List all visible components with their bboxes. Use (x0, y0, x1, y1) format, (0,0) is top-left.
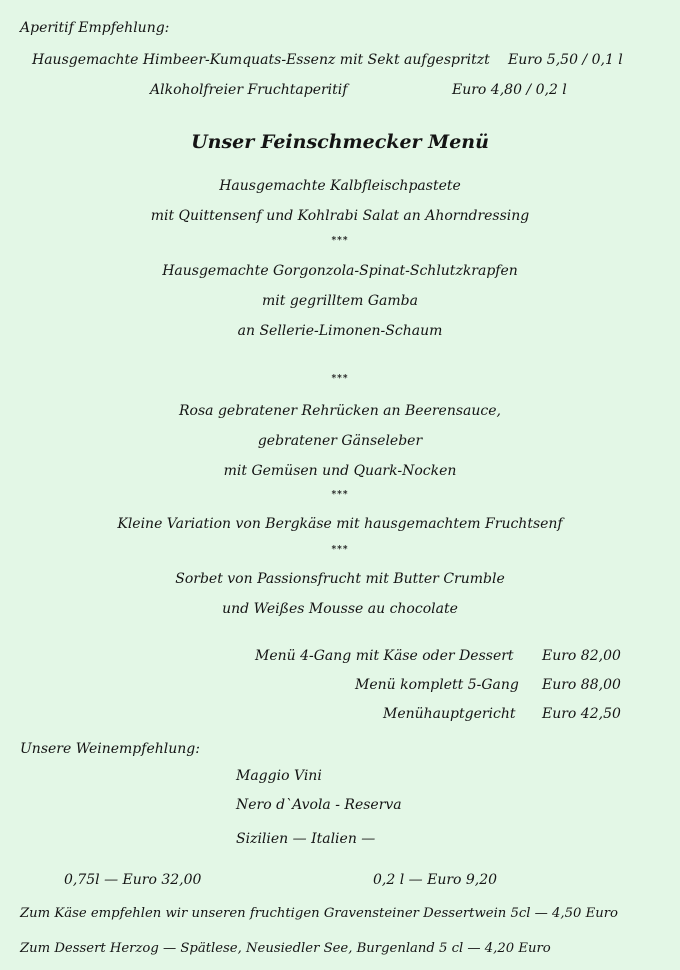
course-2-line-2: mit gegrilltem Gamba (262, 293, 418, 309)
wine-heading: Unsere Weinempfehlung: (20, 741, 200, 757)
wine-producer: Maggio Vini (236, 768, 322, 784)
wine-price-glass: 0,2 l — Euro 9,20 (373, 872, 498, 888)
course-separator: *** (331, 490, 349, 500)
course-1-line-1: Hausgemachte Kalbfleischpastete (219, 178, 461, 194)
menu-title: Unser Feinschmecker Menü (191, 131, 489, 153)
course-3-line-2: gebratener Gänseleber (257, 433, 423, 449)
aperitif-item-1-name: Hausgemachte Himbeer-Kumquats-Essenz mit Sekt aufgespritzt (32, 52, 490, 68)
price-label-5-gang: Menü komplett 5-Gang (355, 677, 519, 693)
aperitif-item-1-price: Euro 5,50 / 0,1 l (508, 52, 623, 68)
dessert-wine-pairing: Zum Dessert Herzog — Spätlese, Neusiedler See, Burgenland 5 cl — 4,20 Euro (20, 941, 551, 956)
price-label-hauptgericht: Menühauptgericht (383, 706, 516, 722)
course-3-line-3: mit Gemüsen und Quark-Nocken (223, 463, 457, 479)
price-label-4-gang: Menü 4-Gang mit Käse oder Dessert (255, 648, 514, 664)
cheese-wine-pairing: Zum Käse empfehlen wir unseren fruchtigen Gravensteiner Dessertwein 5cl — 4,50 Euro (20, 906, 618, 921)
course-2-line-3: an Sellerie-Limonen-Schaum (237, 323, 443, 339)
course-2-line-1: Hausgemachte Gorgonzola-Spinat-Schlutzkrapfen (162, 263, 518, 279)
wine-price-bottle: 0,75l — Euro 32,00 (64, 872, 202, 888)
aperitif-item-2-price: Euro 4,80 / 0,2 l (452, 82, 567, 98)
course-separator: *** (331, 236, 349, 246)
course-5-line-2: und Weißes Mousse au chocolate (222, 601, 458, 617)
course-4-line-1: Kleine Variation von Bergkäse mit hausgemachtem Fruchtsenf (117, 516, 563, 532)
wine-name: Nero d`Avola - Reserva (236, 797, 402, 813)
aperitif-heading: Aperitif Empfehlung: (20, 20, 170, 36)
aperitif-item-2-name: Alkoholfreier Fruchtaperitif (150, 82, 348, 98)
price-value-4-gang: Euro 82,00 (542, 648, 621, 664)
course-separator: *** (331, 374, 349, 384)
course-3-line-1: Rosa gebratener Rehrücken an Beerensauce, (179, 403, 501, 419)
course-5-line-1: Sorbet von Passionsfrucht mit Butter Crumble (175, 571, 505, 587)
price-value-hauptgericht: Euro 42,50 (542, 706, 621, 722)
price-value-5-gang: Euro 88,00 (542, 677, 621, 693)
course-separator: *** (331, 545, 349, 555)
course-1-line-2: mit Quittensenf und Kohlrabi Salat an Ahorndressing (150, 208, 530, 224)
wine-region: Sizilien — Italien — (236, 831, 376, 847)
